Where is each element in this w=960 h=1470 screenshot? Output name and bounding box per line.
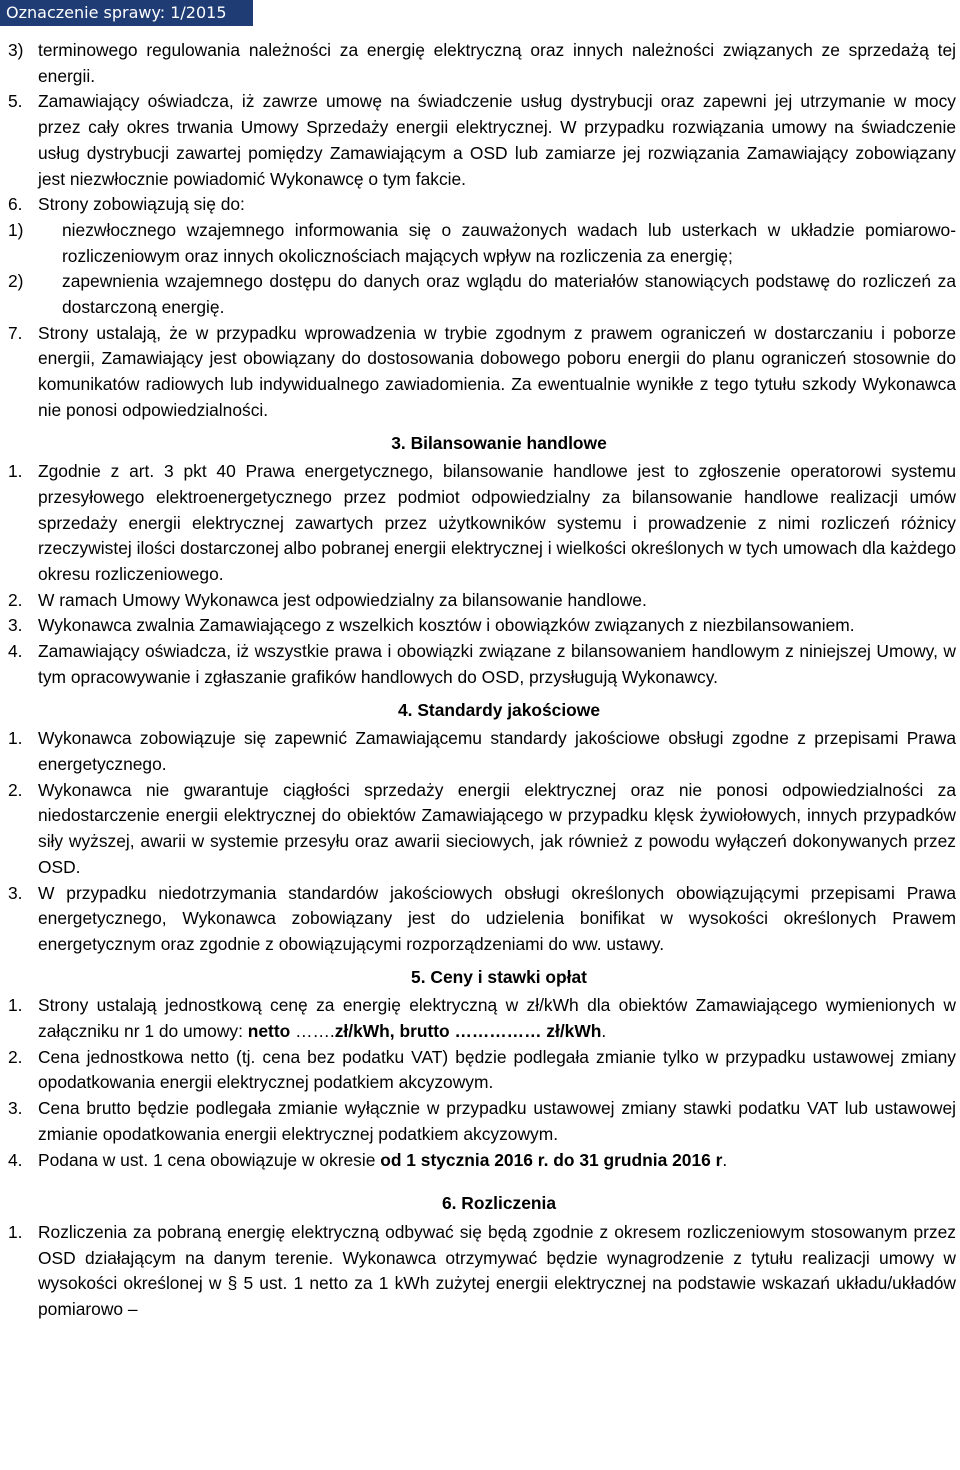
item-number: 1. xyxy=(8,728,23,749)
sub-list-item xyxy=(8,269,956,320)
netto-label: netto xyxy=(247,1021,291,1042)
item-number: 2. xyxy=(8,589,23,610)
item-text: niezwłocznego wzajemnego informowania się o zauważonych wadach lub usterkach w układzie pomiarowo-rozliczeniowym oraz innych okolicznościach mających wpływ na rozliczenia za energię; xyxy=(62,219,956,266)
item-text: Rozliczenia za pobraną energię elektryczną odbywać się będą zgodnie z okresem rozliczeniowym stosowanym przez OSD działającym na danym terenie. Wykonawca otrzymywać będzie wynagrodzenie z tytułu realizacji umowy w wysokości określonej w § 5 ust. 1 netto za 1 kWh zużytej energii elektrycznej na podstawie wskazań układu/układów pomiarowo – xyxy=(38,1221,956,1320)
section-heading: 3. Bilansowanie handlowe xyxy=(391,432,607,453)
list-item xyxy=(8,1220,956,1323)
list-item xyxy=(8,1096,956,1147)
list-item xyxy=(8,89,956,192)
item-text xyxy=(38,1150,727,1170)
list-item xyxy=(8,321,956,424)
item-text: W przypadku niedotrzymania standardów jakościowych obsługi określonych obowiązującymi przepisami Prawa energetycznego, Wykonawca zobowiązany jest do udzielenia bonifikat w wysokości określonych Prawem energetycznym oraz zgodnie z obowiązującymi rozporządzeniami do ww. ustawy. xyxy=(38,882,956,954)
item-text: Zamawiający oświadcza, iż wszystkie prawa i obowiązki związane z bilansowaniem handlowym z niniejszej Umowy, w tym opracowywanie i zgłaszanie grafików handlowych do OSD, przysługują Wykonawcy. xyxy=(38,641,956,687)
item-number: 2) xyxy=(8,271,24,292)
item-number: 7. xyxy=(8,322,23,343)
list-item xyxy=(8,881,956,958)
item-number: 2. xyxy=(8,779,23,800)
section-heading: 4. Standardy jakościowe xyxy=(397,699,600,720)
list-item xyxy=(8,778,956,881)
item-text: Strony zobowiązują się do: xyxy=(38,194,245,215)
list-item xyxy=(8,1148,956,1174)
list-item xyxy=(8,192,956,218)
item-number: 3) xyxy=(8,40,24,60)
item-number: 1. xyxy=(8,1221,23,1242)
unit-brutto-label: zł/kWh, brutto …………… xyxy=(334,1021,542,1042)
item-text: Wykonawca nie gwarantuje ciągłości sprzedaży energii elektrycznej oraz nie ponosi odpowiedzialności za niedostarczenie energii elektrycznej do obiektów Zamawiającego w przypadku klęsk żywiołowych, innych przypadków siły wyższej, awarii w systemie przesyłu oraz awarii sieciowych, jak również z powodu wyłączeń dokonywanych przez OSD. xyxy=(38,779,956,877)
item-number: 1) xyxy=(8,219,24,240)
list-item xyxy=(8,726,956,777)
item-number: 1. xyxy=(8,461,23,482)
item-number: 3. xyxy=(8,615,23,636)
document-reference-header: Oznaczenie sprawy: 1/2015 xyxy=(0,0,253,26)
item-text: W ramach Umowy Wykonawca jest odpowiedzialny za bilansowanie handlowe. xyxy=(38,589,647,610)
item-number: 2. xyxy=(8,1046,23,1067)
item-text: Strony ustalają, że w przypadku wprowadzenia w trybie zgodnym z prawem ograniczeń w dostarczaniu i poborze energii, Zamawiający jest obowiązany do dostosowania dobowego poboru energii do planu ograniczeń stosownie do komunikatów radiowych lub indywidualnego zawiadomienia. Za ewentualnie wynikłe z tego tytułu szkody Wykonawca nie ponosi odpowiedzialności. xyxy=(38,322,956,420)
item-number: 4. xyxy=(8,641,23,662)
item-number: 3. xyxy=(8,882,23,903)
period-text: Podana w ust. 1 cena obowiązuje w okresie xyxy=(38,1149,381,1170)
item-text xyxy=(38,995,956,1041)
sub-list-item xyxy=(8,218,956,269)
item-text: Zamawiający oświadcza, iż zawrze umowę na świadczenie usług dystrybucji oraz zapewni jej utrzymanie w mocy przez cały okres trwania Umowy Sprzedaży energii elektrycznej. W przypadku rozwiązania umowy na świadczenie usług dystrybucji zawartej pomiędzy Zamawiającym a OSD lub zamiarze jej rozwiązania Zamawiający zobowiązany jest niezwłocznie powiadomić Wykonawcę o tym fakcie. xyxy=(38,91,956,189)
item-text: zapewnienia wzajemnego dostępu do danych oraz wglądu do materiałów stanowiących podstawę do rozliczeń za dostarczoną energię. xyxy=(62,271,956,318)
price-text: Strony ustalają jednostkową cenę za energię elektryczną w zł/kWh dla obiektów Zamawiającego wymienionych w załączniku nr 1 do umowy: xyxy=(38,995,956,1042)
validity-period: od 1 stycznia 2016 r. do 31 grudnia 2016 r xyxy=(380,1149,723,1170)
item-number: 4. xyxy=(8,1149,23,1170)
list-item xyxy=(8,613,956,639)
item-text: Cena brutto będzie podlegała zmianie wyłącznie w przypadku ustawowej zmiany stawki podatku VAT lub ustawowej zmianie opodatkowania energii elektrycznej podatkiem akcyzowym. xyxy=(38,1098,956,1144)
item-number: 3. xyxy=(8,1098,23,1119)
item-number: 1. xyxy=(8,995,23,1016)
list-item xyxy=(8,993,956,1044)
list-item xyxy=(8,639,956,690)
document-body xyxy=(8,38,956,1323)
price-blank: ……. xyxy=(290,1021,335,1042)
list-item xyxy=(8,459,956,588)
item-text: Wykonawca zobowiązuje się zapewnić Zamawiającemu standardy jakościowe obsługi zgodne z przepisami Prawa energetycznego. xyxy=(38,728,956,774)
list-item xyxy=(8,1045,956,1096)
list-item xyxy=(8,588,956,614)
section-heading: 5. Ceny i stawki opłat xyxy=(411,966,587,987)
item-number: 6. xyxy=(8,194,23,215)
item-number: 5. xyxy=(8,91,23,112)
list-item xyxy=(8,38,956,89)
period: . xyxy=(722,1149,728,1170)
item-text: Wykonawca zwalnia Zamawiającego z wszelkich kosztów i obowiązków związanych z niezbilansowaniem. xyxy=(38,615,855,636)
item-text: terminowego regulowania należności za energię elektryczną oraz innych należności związanych ze sprzedażą tej energii. xyxy=(38,40,956,86)
item-text: Cena jednostkowa netto (tj. cena bez podatku VAT) będzie podlegała zmianie tylko w przypadku ustawowej zmiany opodatkowania energii elektrycznej podatkiem akcyzowym. xyxy=(38,1046,956,1093)
unit-label: zł/kWh xyxy=(541,1021,602,1042)
item-text: Zgodnie z art. 3 pkt 40 Prawa energetycznego, bilansowanie handlowe jest to zgłoszenie operatorowi systemu przesyłowego elektroenergetycznego przez podmiot odpowiedzialny za bilansowanie handlowe realizacji umów sprzedaży energii elektrycznej zawartych przez użytkowników systemu i prowadzenie z nimi rozliczeń różnicy rzeczywistej ilości dostarczonej albo pobranej energii elektrycznej i wielkości określonych w tych umowach dla każdego okresu rozliczeniowego. xyxy=(38,461,956,585)
section-heading: 6. Rozliczenia xyxy=(441,1193,557,1214)
period: . xyxy=(601,1021,607,1042)
